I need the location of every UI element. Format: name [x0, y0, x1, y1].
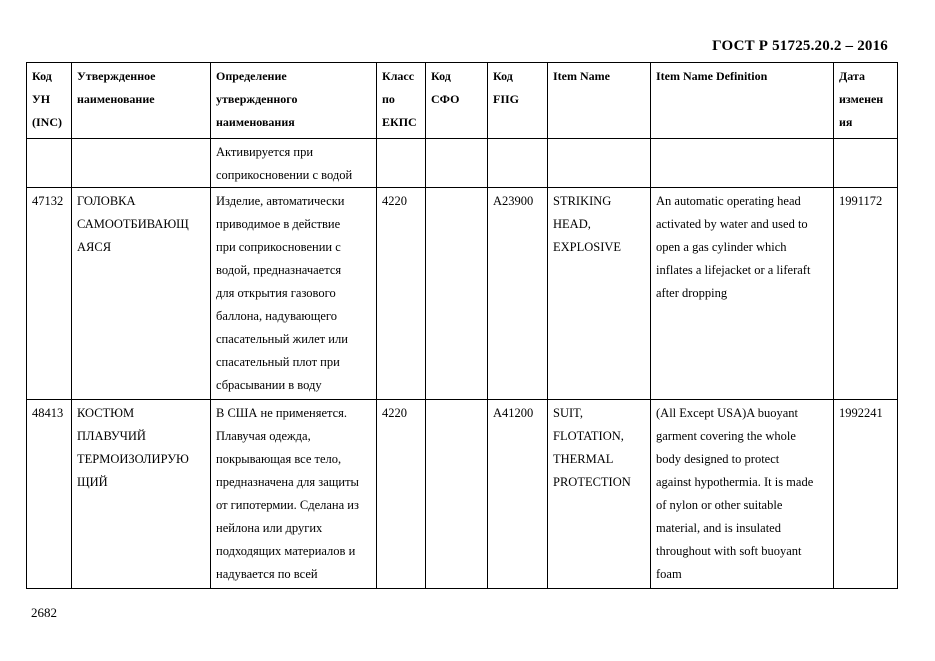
header-date: Дата изменен ия — [834, 63, 898, 139]
cell-item-name: STRIKING HEAD, EXPLOSIVE — [548, 188, 651, 400]
header-sfo-code: Код СФО — [426, 63, 488, 139]
cell-item-name: SUIT, FLOTATION, THERMAL PROTECTION — [548, 400, 651, 589]
cell-sfo-code — [426, 139, 488, 188]
header-item-name: Item Name — [548, 63, 651, 139]
table-row — [27, 188, 898, 400]
header-definition: Определение утвержденного наименования — [211, 63, 377, 139]
cell-definition: Изделие, автоматически приводимое в действие при соприкосновении с водой, предназначается для открытия газового баллона, надувающего спасательный жилет или спасательный плот при сбрасывании в воду — [211, 188, 377, 400]
page-number: 2682 — [31, 605, 57, 620]
header-fiig-code: Код FIIG — [488, 63, 548, 139]
cell-inc: 47132 — [27, 188, 72, 400]
cell-item-name — [548, 139, 651, 188]
cell-inc — [27, 139, 72, 188]
header-item-name-definition: Item Name Definition — [651, 63, 834, 139]
cell-ekps-class: 4220 — [377, 188, 426, 400]
cell-fiig-code — [488, 139, 548, 188]
cell-approved-name: ГОЛОВКА САМООТБИВАЮЩ АЯСЯ — [72, 188, 211, 400]
cell-approved-name: КОСТЮМ ПЛАВУЧИЙ ТЕРМОИЗОЛИРУЮ ЩИЙ — [72, 400, 211, 589]
cell-item-name-definition — [651, 139, 834, 188]
cell-date — [834, 139, 898, 188]
cell-date: 1991172 — [834, 188, 898, 400]
cell-approved-name — [72, 139, 211, 188]
header-approved-name: Утвержденное наименование — [72, 63, 211, 139]
cell-item-name-definition: (All Except USA)A buoyant garment covering the whole body designed to protect against hypothermia. It is made of nylon or other suitable material, and is insulated throughout with soft buoyant foam — [651, 400, 834, 589]
cell-inc: 48413 — [27, 400, 72, 589]
header-ekps-class: Класс по ЕКПС — [377, 63, 426, 139]
cell-sfo-code — [426, 188, 488, 400]
cell-ekps-class: 4220 — [377, 400, 426, 589]
item-name-table — [26, 62, 898, 589]
cell-fiig-code: A41200 — [488, 400, 548, 589]
header-inc: Код УН (INC) — [27, 63, 72, 139]
table-row — [27, 400, 898, 589]
cell-sfo-code — [426, 400, 488, 589]
cell-date: 1992241 — [834, 400, 898, 589]
cell-item-name-definition: An automatic operating head activated by water and used to open a gas cylinder which inflates a lifejacket or a liferaft after dropping — [651, 188, 834, 400]
cell-ekps-class — [377, 139, 426, 188]
table-header-row — [27, 63, 898, 139]
standard-designation: ГОСТ Р 51725.20.2 – 2016 — [712, 38, 888, 54]
table-row-continuation — [27, 139, 898, 188]
cell-definition: Активируется при соприкосновении с водой — [211, 139, 377, 188]
cell-fiig-code: A23900 — [488, 188, 548, 400]
cell-definition: В США не применяется. Плавучая одежда, покрывающая все тело, предназначена для защиты от гипотермии. Сделана из нейлона или других подходящих материалов и надувается по всей — [211, 400, 377, 589]
